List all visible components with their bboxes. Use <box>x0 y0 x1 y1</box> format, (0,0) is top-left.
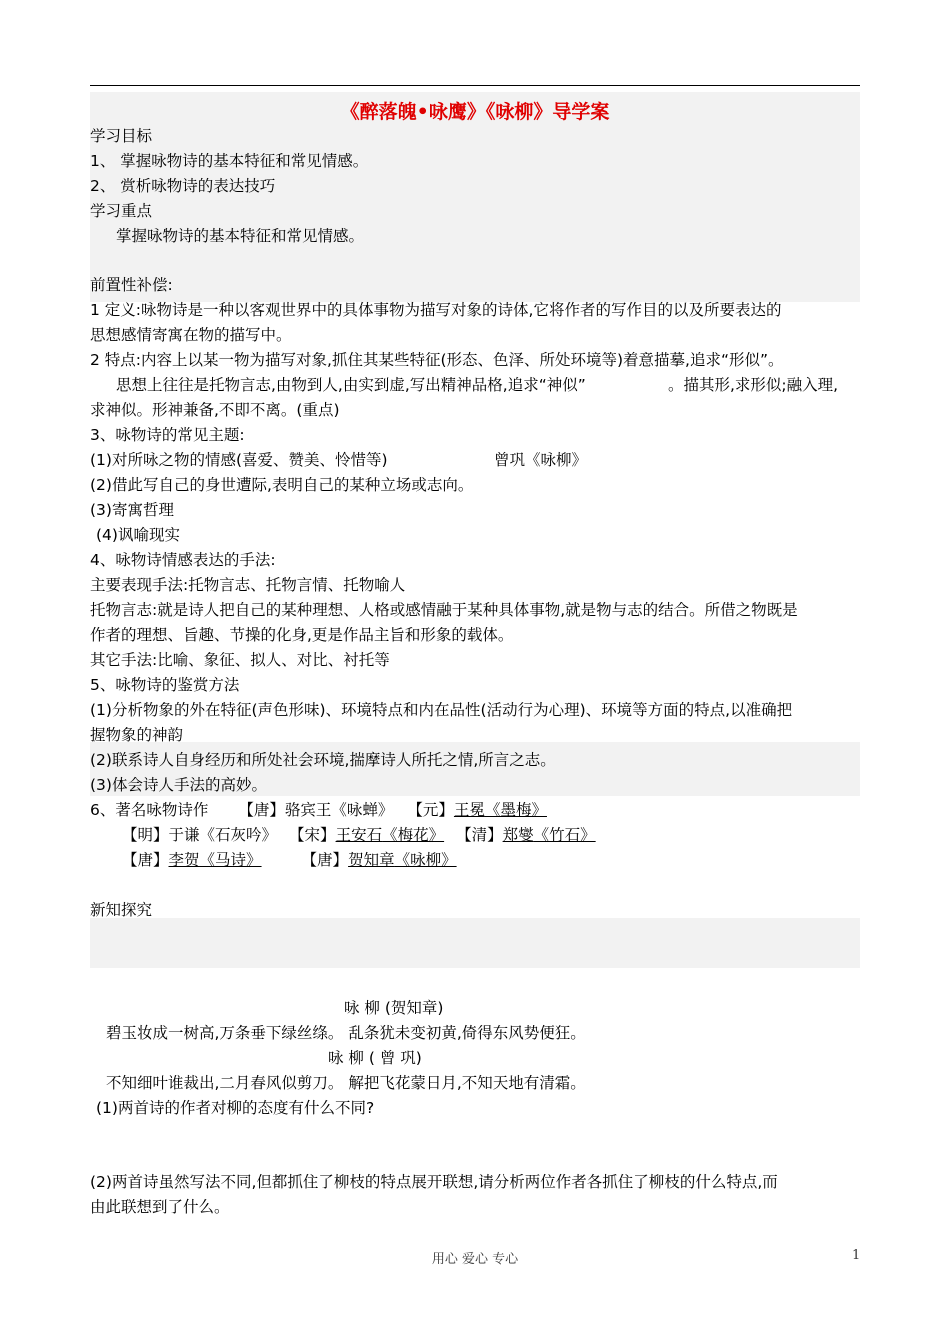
goals-heading: 学习目标 <box>90 127 153 145</box>
goal-2: 2、 赏析咏物诗的表达技巧 <box>90 177 276 195</box>
definition-line-1: 1 定义:咏物诗是一种以客观世界中的具体事物为描写对象的诗体,它将作者的写作目的以及所要表达的 <box>90 301 782 319</box>
poet: 王冕 <box>453 801 485 819</box>
header-rule <box>90 85 860 86</box>
pre-heading: 前置性补偿: <box>90 276 173 294</box>
poem-title: 《竹石》 <box>533 826 596 844</box>
famous-poems-row-3 <box>122 850 457 870</box>
appreciation-1b: 握物象的神韵 <box>90 726 184 744</box>
page-title: 《醉落魄•咏鹰》《咏柳》导学案 <box>340 101 610 123</box>
appreciation-1a: (1)分析物象的外在特征(声色形味)、环境特点和内在品性(活动行为心理)、环境等方面的特点,以准确把 <box>90 701 793 719</box>
famous-poems-row-1 <box>90 800 547 820</box>
goal-1: 1、 掌握咏物诗的基本特征和常见情感。 <box>90 152 369 170</box>
poem-title: 《咏柳》 <box>394 851 457 869</box>
theme-4: (4)讽喻现实 <box>96 526 180 544</box>
poet: 骆宾王 <box>284 801 332 819</box>
poem-title: 《马诗》 <box>199 851 262 869</box>
footer-text: 用心 爱心 专心 <box>431 1252 519 1267</box>
poet: 郑燮 <box>502 826 534 844</box>
dynasty: 【唐】 <box>301 851 349 869</box>
focus-text: 掌握咏物诗的基本特征和常见情感。 <box>116 227 365 245</box>
technique-heading: 4、咏物诗情感表达的手法: <box>90 551 276 569</box>
shaded-block-explore <box>90 918 860 968</box>
question-1: (1)两首诗的作者对柳的态度有什么不同? <box>96 1099 375 1117</box>
appreciation-heading: 5、咏物诗的鉴赏方法 <box>90 676 240 694</box>
theme-1: (1)对所咏之物的情感(喜爱、赞美、怜惜等) <box>90 451 388 469</box>
explore-heading: 新知探究 <box>90 901 153 919</box>
poet: 贺知章 <box>348 851 395 869</box>
appreciation-3: (3)体会诗人手法的高妙。 <box>90 776 267 794</box>
dynasty: 【明】 <box>122 826 169 844</box>
dynasty: 【宋】 <box>289 826 336 844</box>
poet: 王安石 <box>335 826 383 844</box>
poem-title: 《梅花》 <box>382 826 445 844</box>
poem-1-text: 碧玉妆成一树高,万条垂下绿丝绦。 乱条犹未变初黄,倚得东风势便狂。 <box>106 1024 586 1042</box>
technique-def-2: 作者的理想、旨趣、节操的化身,更是作品主旨和形象的载体。 <box>90 626 514 644</box>
poem-title: 《咏蝉》 <box>331 801 394 819</box>
appreciation-2: (2)联系诗人自身经历和所处社会环境,揣摩诗人所托之情,所言之志。 <box>90 751 556 769</box>
feature-line-2b: 。描其形,求形似;融入理, <box>668 376 839 394</box>
poem-title: 《石灰吟》 <box>199 826 278 844</box>
poem-2-title: 咏 柳 ( 曾 巩) <box>328 1049 422 1067</box>
feature-line-1: 2 特点:内容上以某一物为描写对象,抓住其某些特征(形态、色泽、所处环境等)着意描摹,追求“形似”。 <box>90 351 784 369</box>
definition-line-2: 思想感情寄寓在物的描写中。 <box>90 326 292 344</box>
dynasty: 【清】 <box>456 826 503 844</box>
poem-1-title: 咏 柳 (贺知章) <box>344 999 444 1017</box>
question-2-line-1: (2)两首诗虽然写法不同,但都抓住了柳枝的特点展开联想,请分析两位作者各抓住了柳枝的什么特点,而 <box>90 1173 778 1191</box>
dynasty: 【唐】 <box>122 851 169 869</box>
page-number: 1 <box>852 1248 861 1263</box>
famous-label: 6、著名咏物诗作 <box>90 801 209 819</box>
theme-2: (2)借此写自己的身世遭际,表明自己的某种立场或志向。 <box>90 476 474 494</box>
poet: 李贺 <box>168 851 200 869</box>
question-2-line-2: 由此联想到了什么。 <box>90 1198 230 1216</box>
dynasty: 【唐】 <box>238 801 285 819</box>
theme-1-example: 曾巩《咏柳》 <box>494 451 588 469</box>
themes-heading: 3、咏物诗的常见主题: <box>90 426 245 444</box>
poem-title: 《墨梅》 <box>484 801 547 819</box>
poet: 于谦 <box>168 826 200 844</box>
theme-3: (3)寄寓哲理 <box>90 501 174 519</box>
feature-line-3: 求神似。形神兼备,不即不离。(重点) <box>90 401 340 419</box>
feature-line-2a: 思想上往往是托物言志,由物到人,由实到虚,写出精神品格,追求“神似” <box>116 376 586 394</box>
focus-heading: 学习重点 <box>90 202 153 220</box>
dynasty: 【元】 <box>407 801 454 819</box>
poem-2-text: 不知细叶谁裁出,二月春风似剪刀。 解把飞花蒙日月,不知天地有清霜。 <box>106 1074 586 1092</box>
technique-other: 其它手法:比喻、象征、拟人、对比、衬托等 <box>90 651 390 669</box>
technique-main: 主要表现手法:托物言志、托物言情、托物喻人 <box>90 576 406 594</box>
famous-poems-row-2 <box>122 825 596 845</box>
technique-def-1: 托物言志:就是诗人把自己的某种理想、人格或感情融于某种具体事物,就是物与志的结合。所借之物既是 <box>90 601 798 619</box>
